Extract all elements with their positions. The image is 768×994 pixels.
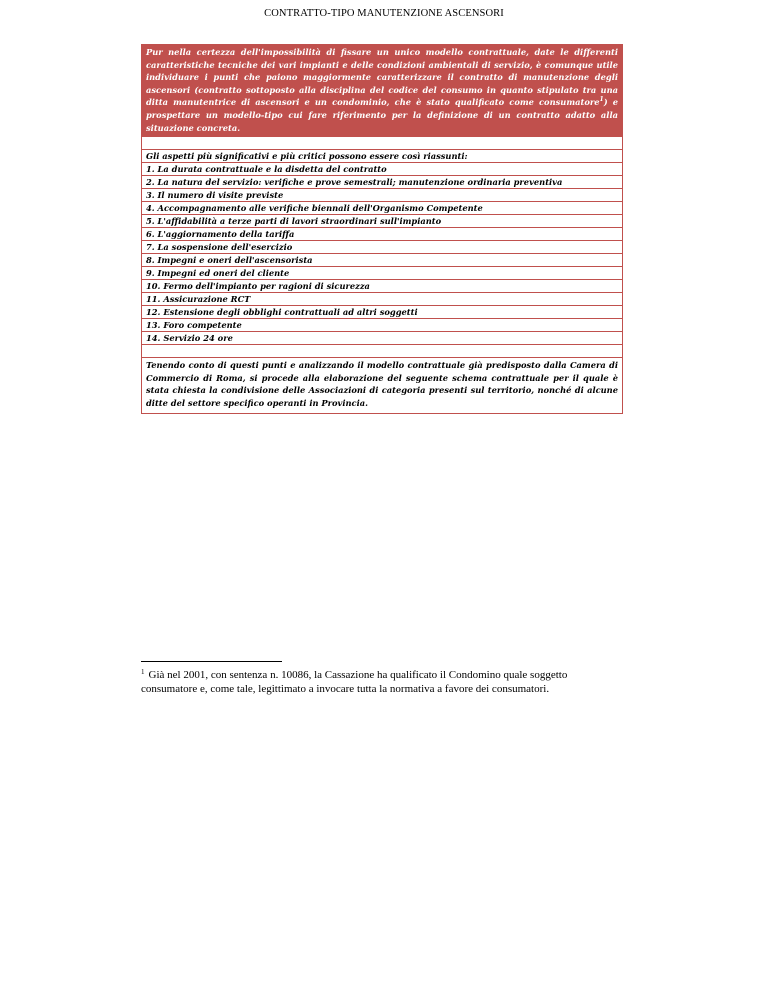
list-heading: Gli aspetti più significativi e più critici possono essere così riassunti: bbox=[142, 149, 622, 162]
footnote-reference[interactable]: 1 bbox=[599, 96, 604, 104]
list-item: 12. Estensione degli obblighi contrattuali ad altri soggetti bbox=[142, 305, 622, 318]
list-item: 10. Fermo dell'impianto per ragioni di sicurezza bbox=[142, 279, 622, 292]
list-item: 3. Il numero di visite previste bbox=[142, 188, 622, 201]
footnote bbox=[141, 668, 611, 696]
list-item: 13. Foro competente bbox=[142, 318, 622, 331]
page-header: CONTRATTO-TIPO MANUTENZIONE ASCENSORI bbox=[264, 8, 504, 19]
intro-paragraph bbox=[142, 45, 622, 136]
footnote-marker: 1 bbox=[141, 668, 145, 676]
list-item: 5. L'affidabilità a terze parti di lavori straordinari sull'impianto bbox=[142, 214, 622, 227]
spacer-row bbox=[142, 344, 622, 357]
list-item: 11. Assicurazione RCT bbox=[142, 292, 622, 305]
intro-text-continued: ) e prospettare un modello-tipo cui fare riferimento per la definizione di un contratto adatto alla situazione concreta. bbox=[146, 97, 619, 133]
closing-paragraph: Tenendo conto di questi punti e analizzando il modello contrattuale già predisposto dalla Camera di Commercio di Roma, si procede alla elaborazione del seguente schema contrattuale per il quale è stata chiesta la condivisione delle Associazioni di categoria presenti sul territorio, nonché di alcune ditte del settore specifico operanti in Provincia. bbox=[142, 357, 622, 412]
list-item: 1. La durata contrattuale e la disdetta del contratto bbox=[142, 162, 622, 175]
footnote-text: Già nel 2001, con sentenza n. 10086, la Cassazione ha qualificato il Condomino quale soggetto consumatore e, come tale, legittimato a invocare tutta la normativa a favore dei consumatori. bbox=[141, 669, 568, 695]
footnote-divider bbox=[141, 661, 282, 662]
list-item: 2. La natura del servizio: verifiche e prove semestrali; manutenzione ordinaria preventiva bbox=[142, 175, 622, 188]
content-box bbox=[141, 44, 623, 414]
list-item: 6. L'aggiornamento della tariffa bbox=[142, 227, 622, 240]
list-item: 8. Impegni e oneri dell'ascensorista bbox=[142, 253, 622, 266]
spacer-row bbox=[142, 136, 622, 149]
list-item: 9. Impegni ed oneri del cliente bbox=[142, 266, 622, 279]
intro-text: Pur nella certezza dell'impossibilità di fissare un unico modello contrattuale, date le differenti caratteristiche tecniche dei vari impianti e delle condizioni ambientali di servizio, è comunque utile individuare i punti che paiono maggiormente caratterizzare il contratto di manutenzione degli ascensori (contratto sottoposto alla disciplina del codice del consumo in quanto stipulato tra una ditta manutentrice di ascensori e un condominio, che è stato qualificato come consumatore bbox=[146, 47, 618, 108]
list-item: 14. Servizio 24 ore bbox=[142, 331, 622, 344]
list-item: 4. Accompagnamento alle verifiche biennali dell'Organismo Competente bbox=[142, 201, 622, 214]
list-item: 7. La sospensione dell'esercizio bbox=[142, 240, 622, 253]
